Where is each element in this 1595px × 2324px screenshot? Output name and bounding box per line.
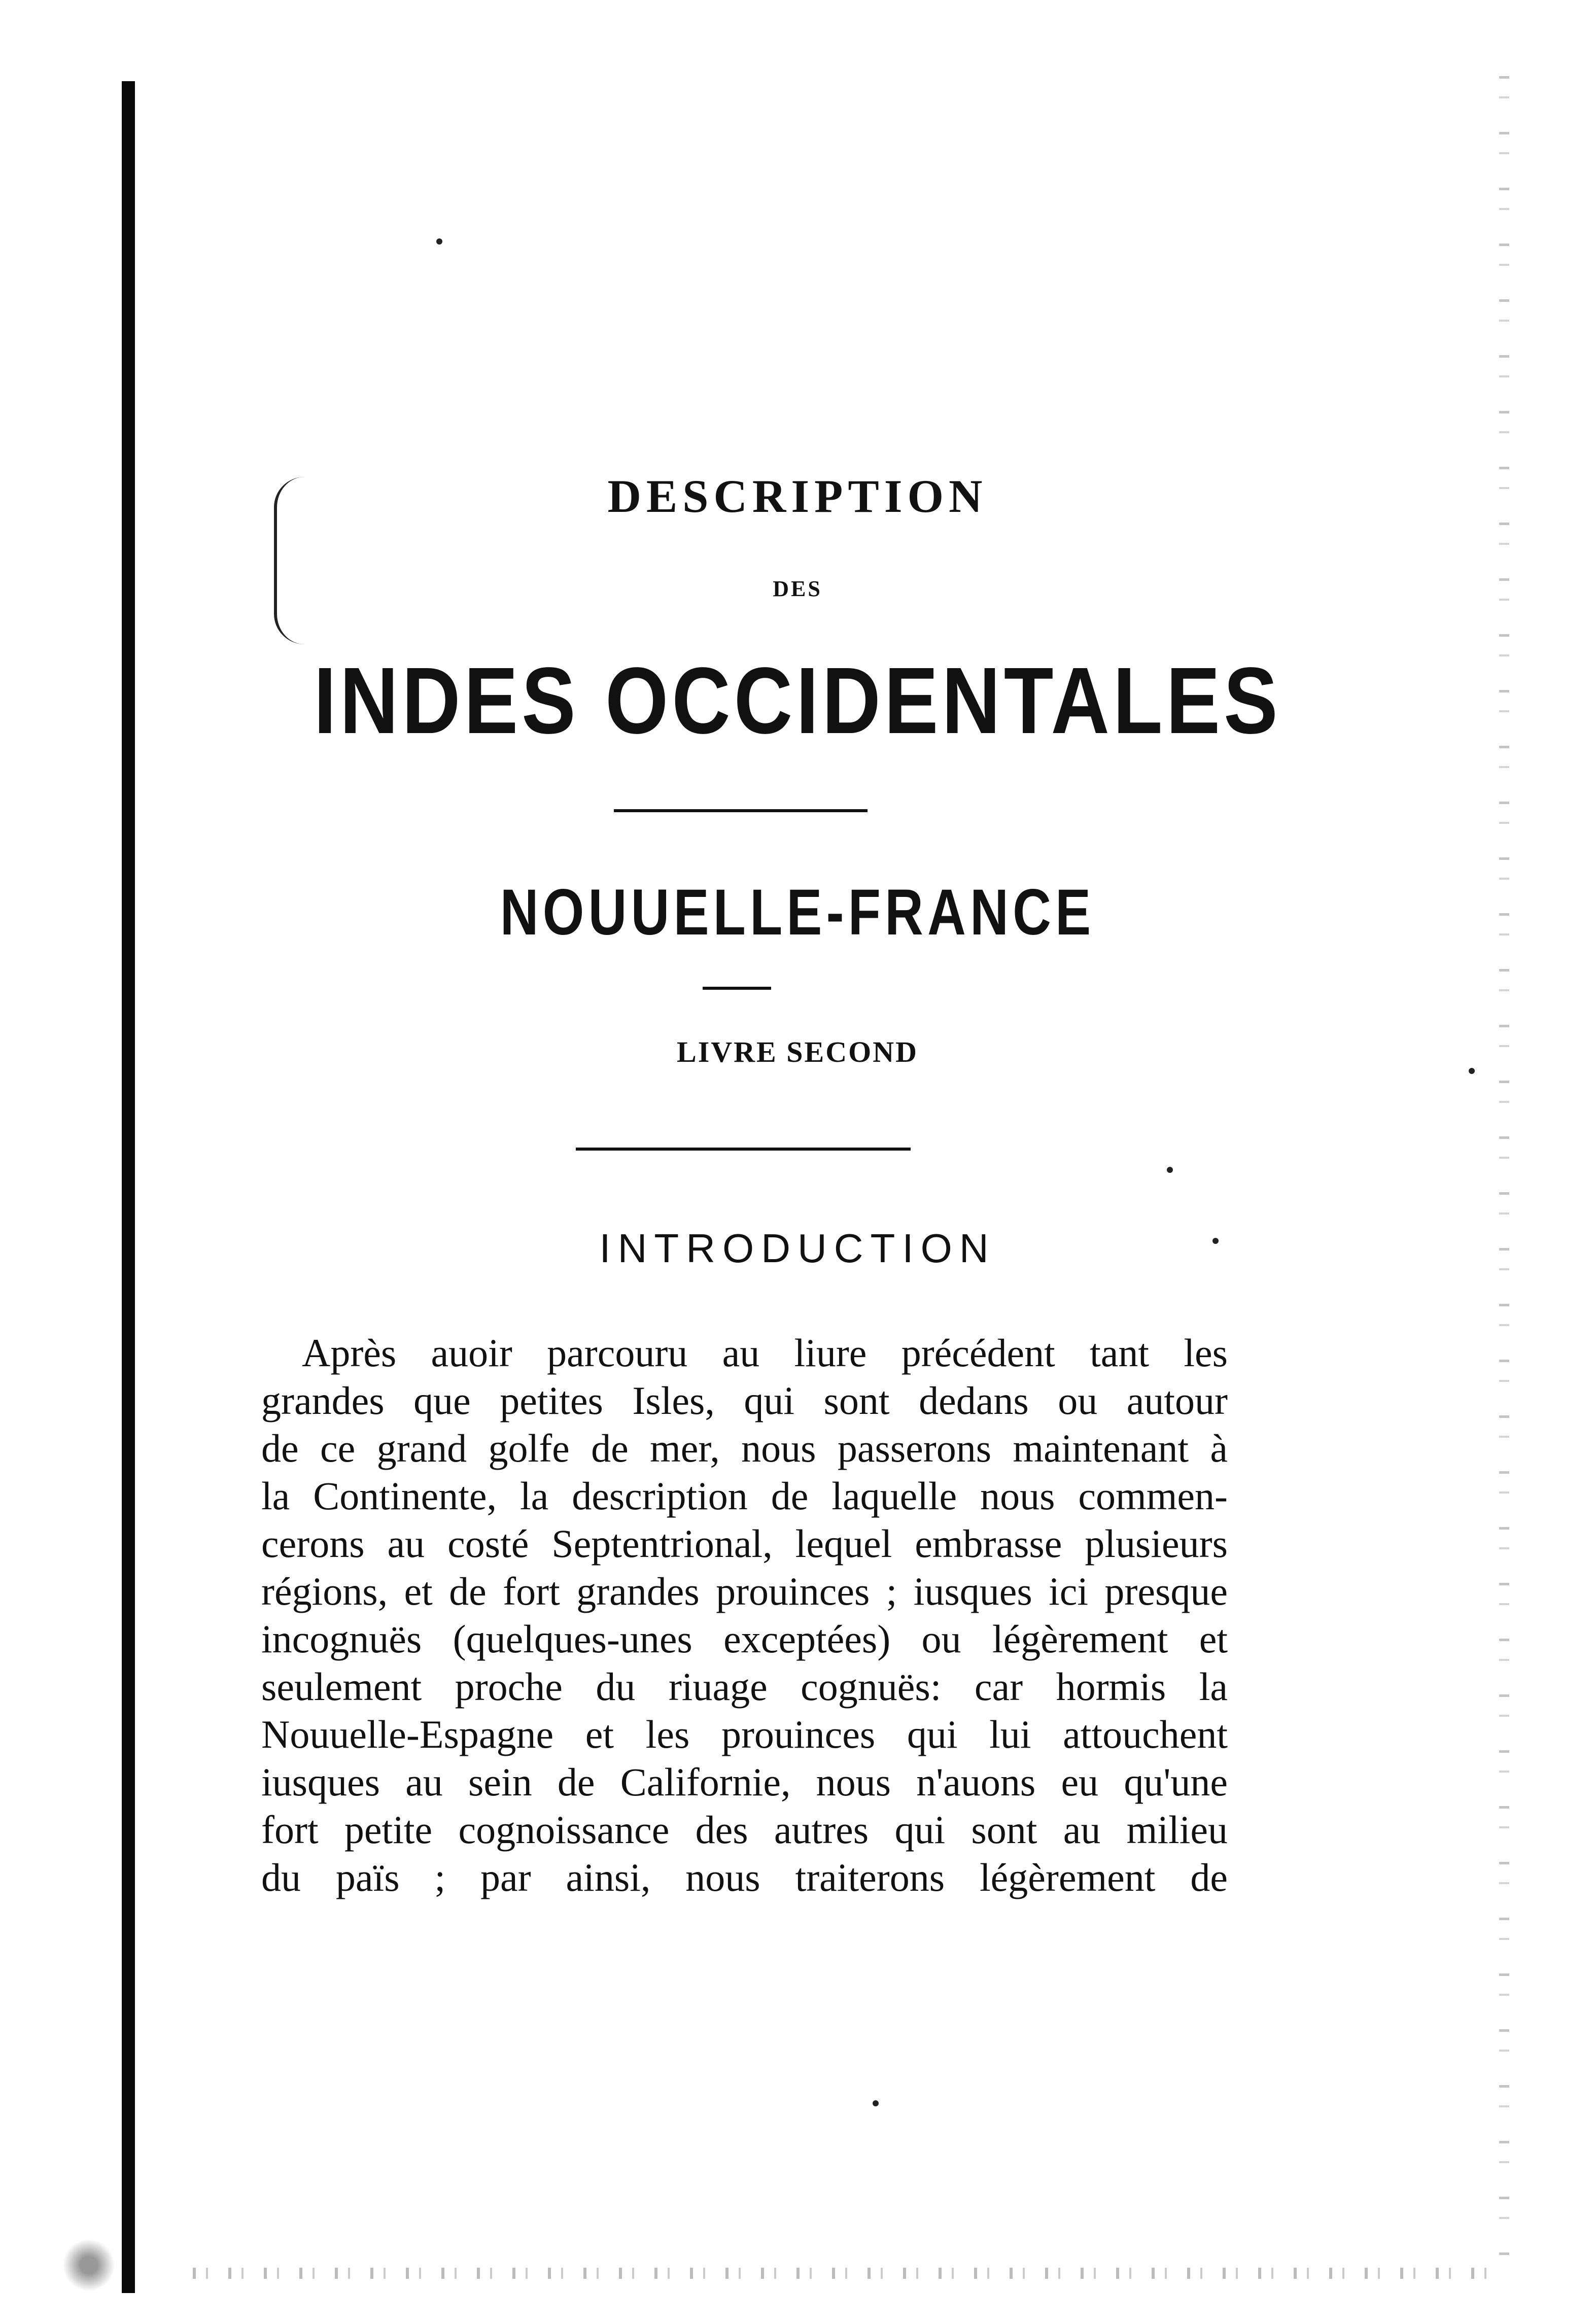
binding-edge-rule [122, 81, 135, 2293]
ink-speck [436, 238, 442, 245]
text-line: cerons au costé Septentrional, lequel embrasse plusieurs [261, 1521, 1228, 1566]
body-paragraph [261, 1329, 1228, 1901]
ink-speck [1167, 1167, 1173, 1173]
text-line: iusques au sein de Californie, nous n'auons eu qu'une [261, 1760, 1228, 1804]
text-line: régions, et de fort grandes prouinces ; iusques ici presque [261, 1569, 1228, 1613]
title-nouvelle-france: NOUUELLE-FRANCE [500, 876, 1095, 949]
text-line: Nouuelle-Espagne et les prouinces qui lui attouchent [261, 1712, 1228, 1756]
section-heading: INTRODUCTION [599, 1226, 996, 1271]
text-line: seulement proche du riuage cognuës: car hormis la [261, 1664, 1228, 1709]
title-divider-rule [614, 809, 868, 812]
ink-speck [873, 2100, 879, 2106]
title-indes-occidentales: INDES OCCIDENTALES [314, 648, 1281, 753]
text-line: fort petite cognoissance des autres qui sont au milieu [261, 1808, 1228, 1852]
ink-speck [1212, 1238, 1219, 1244]
section-divider-rule [576, 1148, 911, 1151]
title-des: DES [773, 576, 822, 601]
corner-smudge [61, 2232, 117, 2298]
page-edge-speckle [1499, 76, 1509, 2258]
short-divider-rule [703, 987, 771, 990]
ink-speck [1469, 1068, 1475, 1074]
text-line: incognuës (quelques-unes exceptées) ou légèrement et [261, 1617, 1228, 1661]
title-description: DESCRIPTION [607, 470, 988, 522]
text-line: Après auoir parcouru au liure précédent tant les [302, 1331, 1228, 1375]
text-line: la Continente, la description de laquelle nous commen- [261, 1474, 1228, 1518]
book-number: LIVRE SECOND [677, 1035, 918, 1068]
text-line: de ce grand golfe de mer, nous passerons maintenant à [261, 1426, 1228, 1470]
text-line: du païs ; par ainsi, nous traiterons légèrement de [261, 1855, 1228, 1899]
page-bottom-speckle [193, 2268, 1492, 2279]
text-line: grandes que petites Isles, qui sont dedans ou autour [261, 1378, 1228, 1423]
